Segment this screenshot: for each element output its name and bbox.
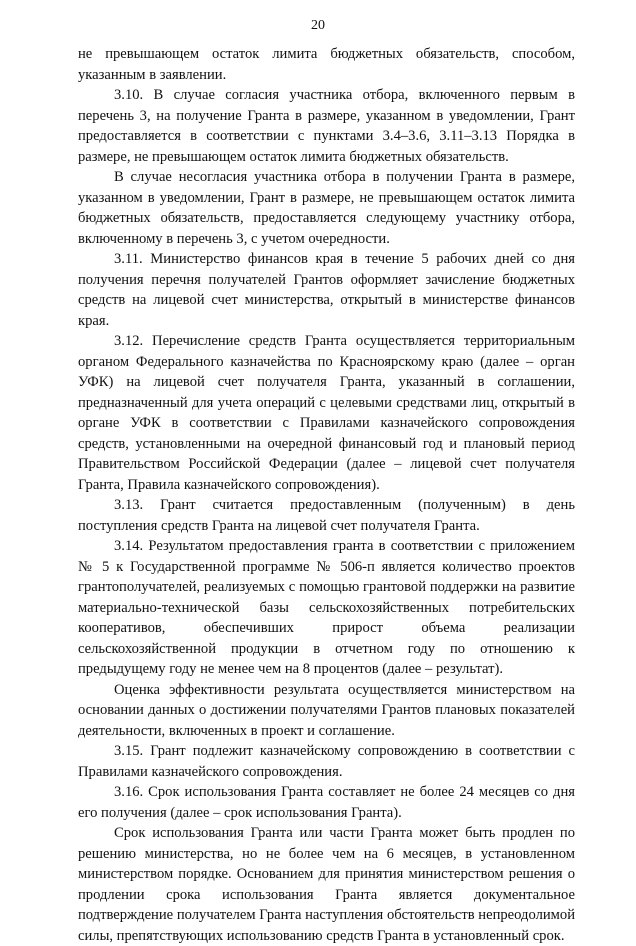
paragraph-3-12: 3.12. Перечисление средств Гранта осуществляется территориальным органом Федерального казначейства по Красноярскому краю (далее – орган УФК) на лицевой счет получателя Гранта, указанный в соглашении, предназначенный для учета операций с целевыми средствами лиц, открытый в органе УФК в соответствии с Правилами казначейского сопровождения средств, установленными на очередной финансовый год и плановый период Правительством Российской Федерации (далее – лицевой счет получателя Гранта, Правила казначейского сопровождения). <box>78 333 575 493</box>
paragraph-3-15: 3.15. Грант подлежит казначейскому сопровождению в соответствии с Правилами казначейского сопровождения. <box>78 743 575 780</box>
document-body <box>78 44 575 946</box>
paragraph-3-14-evaluation: Оценка эффективности результата осуществляется министерством на основании данных о достижении получателями Грантов плановых показателей деятельности, включенных в проект и соглашение. <box>78 681 575 739</box>
paragraph-3-10-disagreement: В случае несогласия участника отбора в получении Гранта в размере, указанном в уведомлении, Грант в размере, не превышающем остаток лимита бюджетных обязательств, предоставляется следующему участнику отбора, включенному в перечень 3, с учетом очередности. <box>78 169 575 247</box>
paragraph-3-16-extension: Срок использования Гранта или части Гранта может быть продлен по решению министерства, но не более чем на 6 месяцев, в установленном министерством порядке. Основанием для принятия министерством решения о продлении срока использования Гранта является документальное подтверждение получателем Гранта наступления обстоятельств непреодолимой силы, препятствующих использованию средств Гранта в установленный срок. <box>78 825 575 944</box>
paragraph-3-16: 3.16. Срок использования Гранта составляет не более 24 месяцев со дня его получения (далее – срок использования Гранта). <box>78 784 575 821</box>
page-number: 20 <box>311 18 325 33</box>
paragraph-3-10: 3.10. В случае согласия участника отбора, включенного первым в перечень 3, на получение Гранта в размере, указанном в уведомлении, Грант предоставляется в соответствии с пунктами 3.4–3.6, 3.11–3.13 Порядка в размере, не превышающем остаток лимита бюджетных обязательств. <box>78 87 575 165</box>
paragraph-3-14: 3.14. Результатом предоставления гранта в соответствии с приложением № 5 к Государственной программе № 506-п является количество проектов грантополучателей, реализуемых с помощью грантовой поддержки на развитие материально-технической базы сельскохозяйственных потребительских кооперативов, обеспечивших прирост объема реализации сельскохозяйственной продукции в отчетном году по отношению к предыдущему году не менее чем на 8 процентов (далее – результат). <box>78 538 575 677</box>
paragraph-3-13: 3.13. Грант считается предоставленным (полученным) в день поступления средств Гранта на лицевой счет получателя Гранта. <box>78 497 575 534</box>
paragraph-3-11: 3.11. Министерство финансов края в течение 5 рабочих дней со дня получения перечня получателей Грантов оформляет зачисление бюджетных средств на лицевой счет министерства, открытый в министерстве финансов края. <box>78 251 575 329</box>
paragraph-continuation: не превышающем остаток лимита бюджетных обязательств, способом, указанным в заявлении. <box>78 46 575 83</box>
